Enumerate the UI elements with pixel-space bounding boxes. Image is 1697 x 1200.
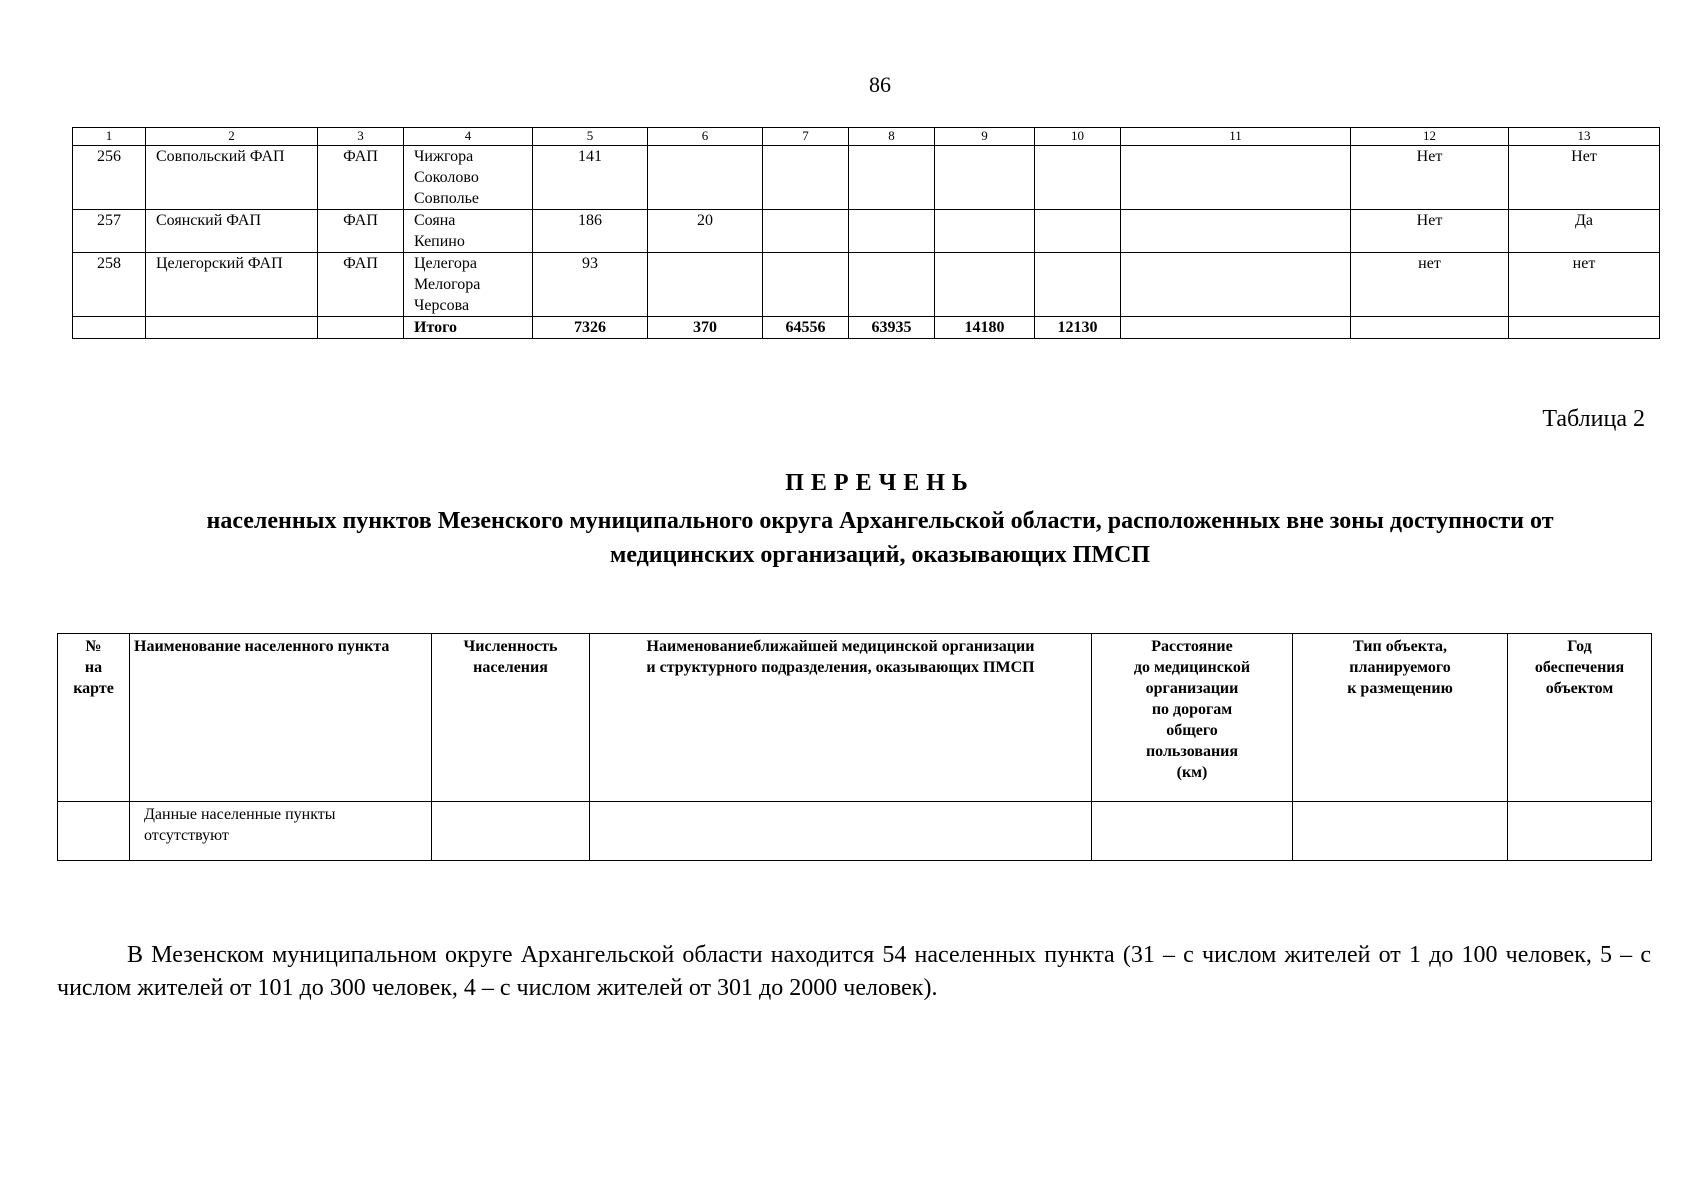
header-text: объектом <box>1545 680 1614 697</box>
col-9-value <box>935 146 1035 210</box>
table-row <box>73 210 1660 253</box>
summary-paragraph: В Мезенском муниципальном округе Архангельской области находится 54 населенных пункта (31 – с числом жителей от 1 до 100 человек, 5 – с числом жителей от 101 до 300 человек, 4 – с числом жителей от 301 до 2000 человек). <box>57 942 1651 1001</box>
col-6-value <box>648 146 763 210</box>
note-text: отсутствуют <box>144 827 229 844</box>
col-7-value <box>763 146 849 210</box>
total-col-9: 14180 <box>935 317 1035 339</box>
settlement: Совполье <box>414 190 479 207</box>
empty-cell <box>1293 802 1508 861</box>
settlements-cell <box>404 253 533 317</box>
empty-cell <box>432 802 590 861</box>
header-text: Расстояние <box>1151 638 1233 655</box>
empty-cell <box>73 317 146 339</box>
header-map-number <box>58 634 130 802</box>
header-population <box>432 634 590 802</box>
empty-cell <box>1121 317 1351 339</box>
col-6-value: 20 <box>648 210 763 253</box>
total-col-6: 370 <box>648 317 763 339</box>
table-header-row <box>58 634 1652 802</box>
column-number: 1 <box>73 128 146 146</box>
settlement: Сояна <box>414 212 456 229</box>
facility-type: ФАП <box>318 146 404 210</box>
facility-name: Целегорский ФАП <box>146 253 318 317</box>
header-text: до медицинской <box>1133 659 1251 676</box>
empty-cell <box>1508 802 1652 861</box>
column-number: 6 <box>648 128 763 146</box>
col-8-value <box>849 253 935 317</box>
header-text: № <box>85 638 102 655</box>
header-text: планируемого <box>1349 659 1451 676</box>
header-distance <box>1092 634 1293 802</box>
header-text: карте <box>73 680 114 697</box>
settlement: Целегора <box>414 255 478 272</box>
header-text: Год <box>1567 638 1592 655</box>
col-5-value: 141 <box>533 146 648 210</box>
empty-cell <box>590 802 1092 861</box>
header-text: по дорогам <box>1151 701 1233 718</box>
facility-name: Совпольский ФАП <box>146 146 318 210</box>
header-text: Численность <box>463 638 558 655</box>
col-13-value: Нет <box>1509 146 1660 210</box>
remote-settlements-table <box>57 633 1652 861</box>
settlements-cell <box>404 210 533 253</box>
column-number: 10 <box>1035 128 1121 146</box>
settlements-cell <box>404 146 533 210</box>
col-12-value: Нет <box>1351 146 1509 210</box>
total-row <box>73 317 1660 339</box>
col-10-value <box>1035 210 1121 253</box>
column-number: 9 <box>935 128 1035 146</box>
col-8-value <box>849 146 935 210</box>
header-text: обеспечения <box>1534 659 1625 676</box>
col-12-value: Нет <box>1351 210 1509 253</box>
col-12-value: нет <box>1351 253 1509 317</box>
header-text: населения <box>473 659 548 676</box>
facility-type: ФАП <box>318 210 404 253</box>
col-5-value: 186 <box>533 210 648 253</box>
settlement: Кепино <box>414 233 465 250</box>
page-number: 86 <box>869 72 891 97</box>
header-text: Наименованиеближайшей медицинской организации <box>646 638 1035 655</box>
total-col-5: 7326 <box>533 317 648 339</box>
table-row <box>58 802 1652 861</box>
col-5-value: 93 <box>533 253 648 317</box>
col-11-value <box>1121 210 1351 253</box>
col-9-value <box>935 253 1035 317</box>
document-title: ПЕРЕЧЕНЬ <box>785 470 975 496</box>
col-6-value <box>648 253 763 317</box>
row-number: 258 <box>73 253 146 317</box>
row-number: 256 <box>73 146 146 210</box>
total-col-8: 63935 <box>849 317 935 339</box>
header-settlement-name: Наименование населенного пункта <box>130 634 432 802</box>
column-number: 3 <box>318 128 404 146</box>
no-settlements-note <box>130 802 432 861</box>
empty-cell <box>318 317 404 339</box>
col-13-value: нет <box>1509 253 1660 317</box>
column-number: 7 <box>763 128 849 146</box>
column-number: 4 <box>404 128 533 146</box>
col-7-value <box>763 253 849 317</box>
total-col-7: 64556 <box>763 317 849 339</box>
header-object-type <box>1293 634 1508 802</box>
row-number: 257 <box>73 210 146 253</box>
col-13-value: Да <box>1509 210 1660 253</box>
column-number: 12 <box>1351 128 1509 146</box>
total-col-10: 12130 <box>1035 317 1121 339</box>
col-7-value <box>763 210 849 253</box>
col-11-value <box>1121 253 1351 317</box>
col-11-value <box>1121 146 1351 210</box>
empty-cell <box>1509 317 1660 339</box>
empty-cell <box>1351 317 1509 339</box>
header-text: организации <box>1145 680 1239 697</box>
header-year <box>1508 634 1652 802</box>
column-number: 11 <box>1121 128 1351 146</box>
settlement: Соколово <box>414 169 479 186</box>
header-medical-organization <box>590 634 1092 802</box>
facilities-table <box>72 127 1660 339</box>
column-number: 13 <box>1509 128 1660 146</box>
settlement: Черсова <box>414 297 470 314</box>
header-text: (км) <box>1176 764 1208 781</box>
table-row <box>73 146 1660 210</box>
total-label: Итого <box>404 317 533 339</box>
table-2-label: Таблица 2 <box>1542 406 1645 432</box>
note-text: Данные населенные пункты <box>144 806 336 823</box>
col-8-value <box>849 210 935 253</box>
empty-cell <box>146 317 318 339</box>
col-10-value <box>1035 253 1121 317</box>
header-text: пользования <box>1145 743 1239 760</box>
settlement: Чижгора <box>414 148 474 165</box>
header-text: и структурного подразделения, оказывающих ПМСП <box>646 659 1035 676</box>
empty-cell <box>58 802 130 861</box>
column-number: 8 <box>849 128 935 146</box>
col-10-value <box>1035 146 1121 210</box>
table-row <box>73 253 1660 317</box>
document-subtitle: населенных пунктов Мезенского муниципального округа Архангельской области, расположенных вне зоны доступности от медицинских организаций, оказывающих ПМСП <box>206 508 1554 568</box>
header-text: Тип объекта, <box>1352 638 1447 655</box>
header-text: на <box>84 659 103 676</box>
empty-cell <box>1092 802 1293 861</box>
settlement: Мелогора <box>414 276 481 293</box>
header-text: общего <box>1166 722 1218 739</box>
col-9-value <box>935 210 1035 253</box>
column-number-row <box>73 128 1660 146</box>
column-number: 2 <box>146 128 318 146</box>
header-text: к размещению <box>1347 680 1453 697</box>
facility-type: ФАП <box>318 253 404 317</box>
column-number: 5 <box>533 128 648 146</box>
facility-name: Соянский ФАП <box>146 210 318 253</box>
